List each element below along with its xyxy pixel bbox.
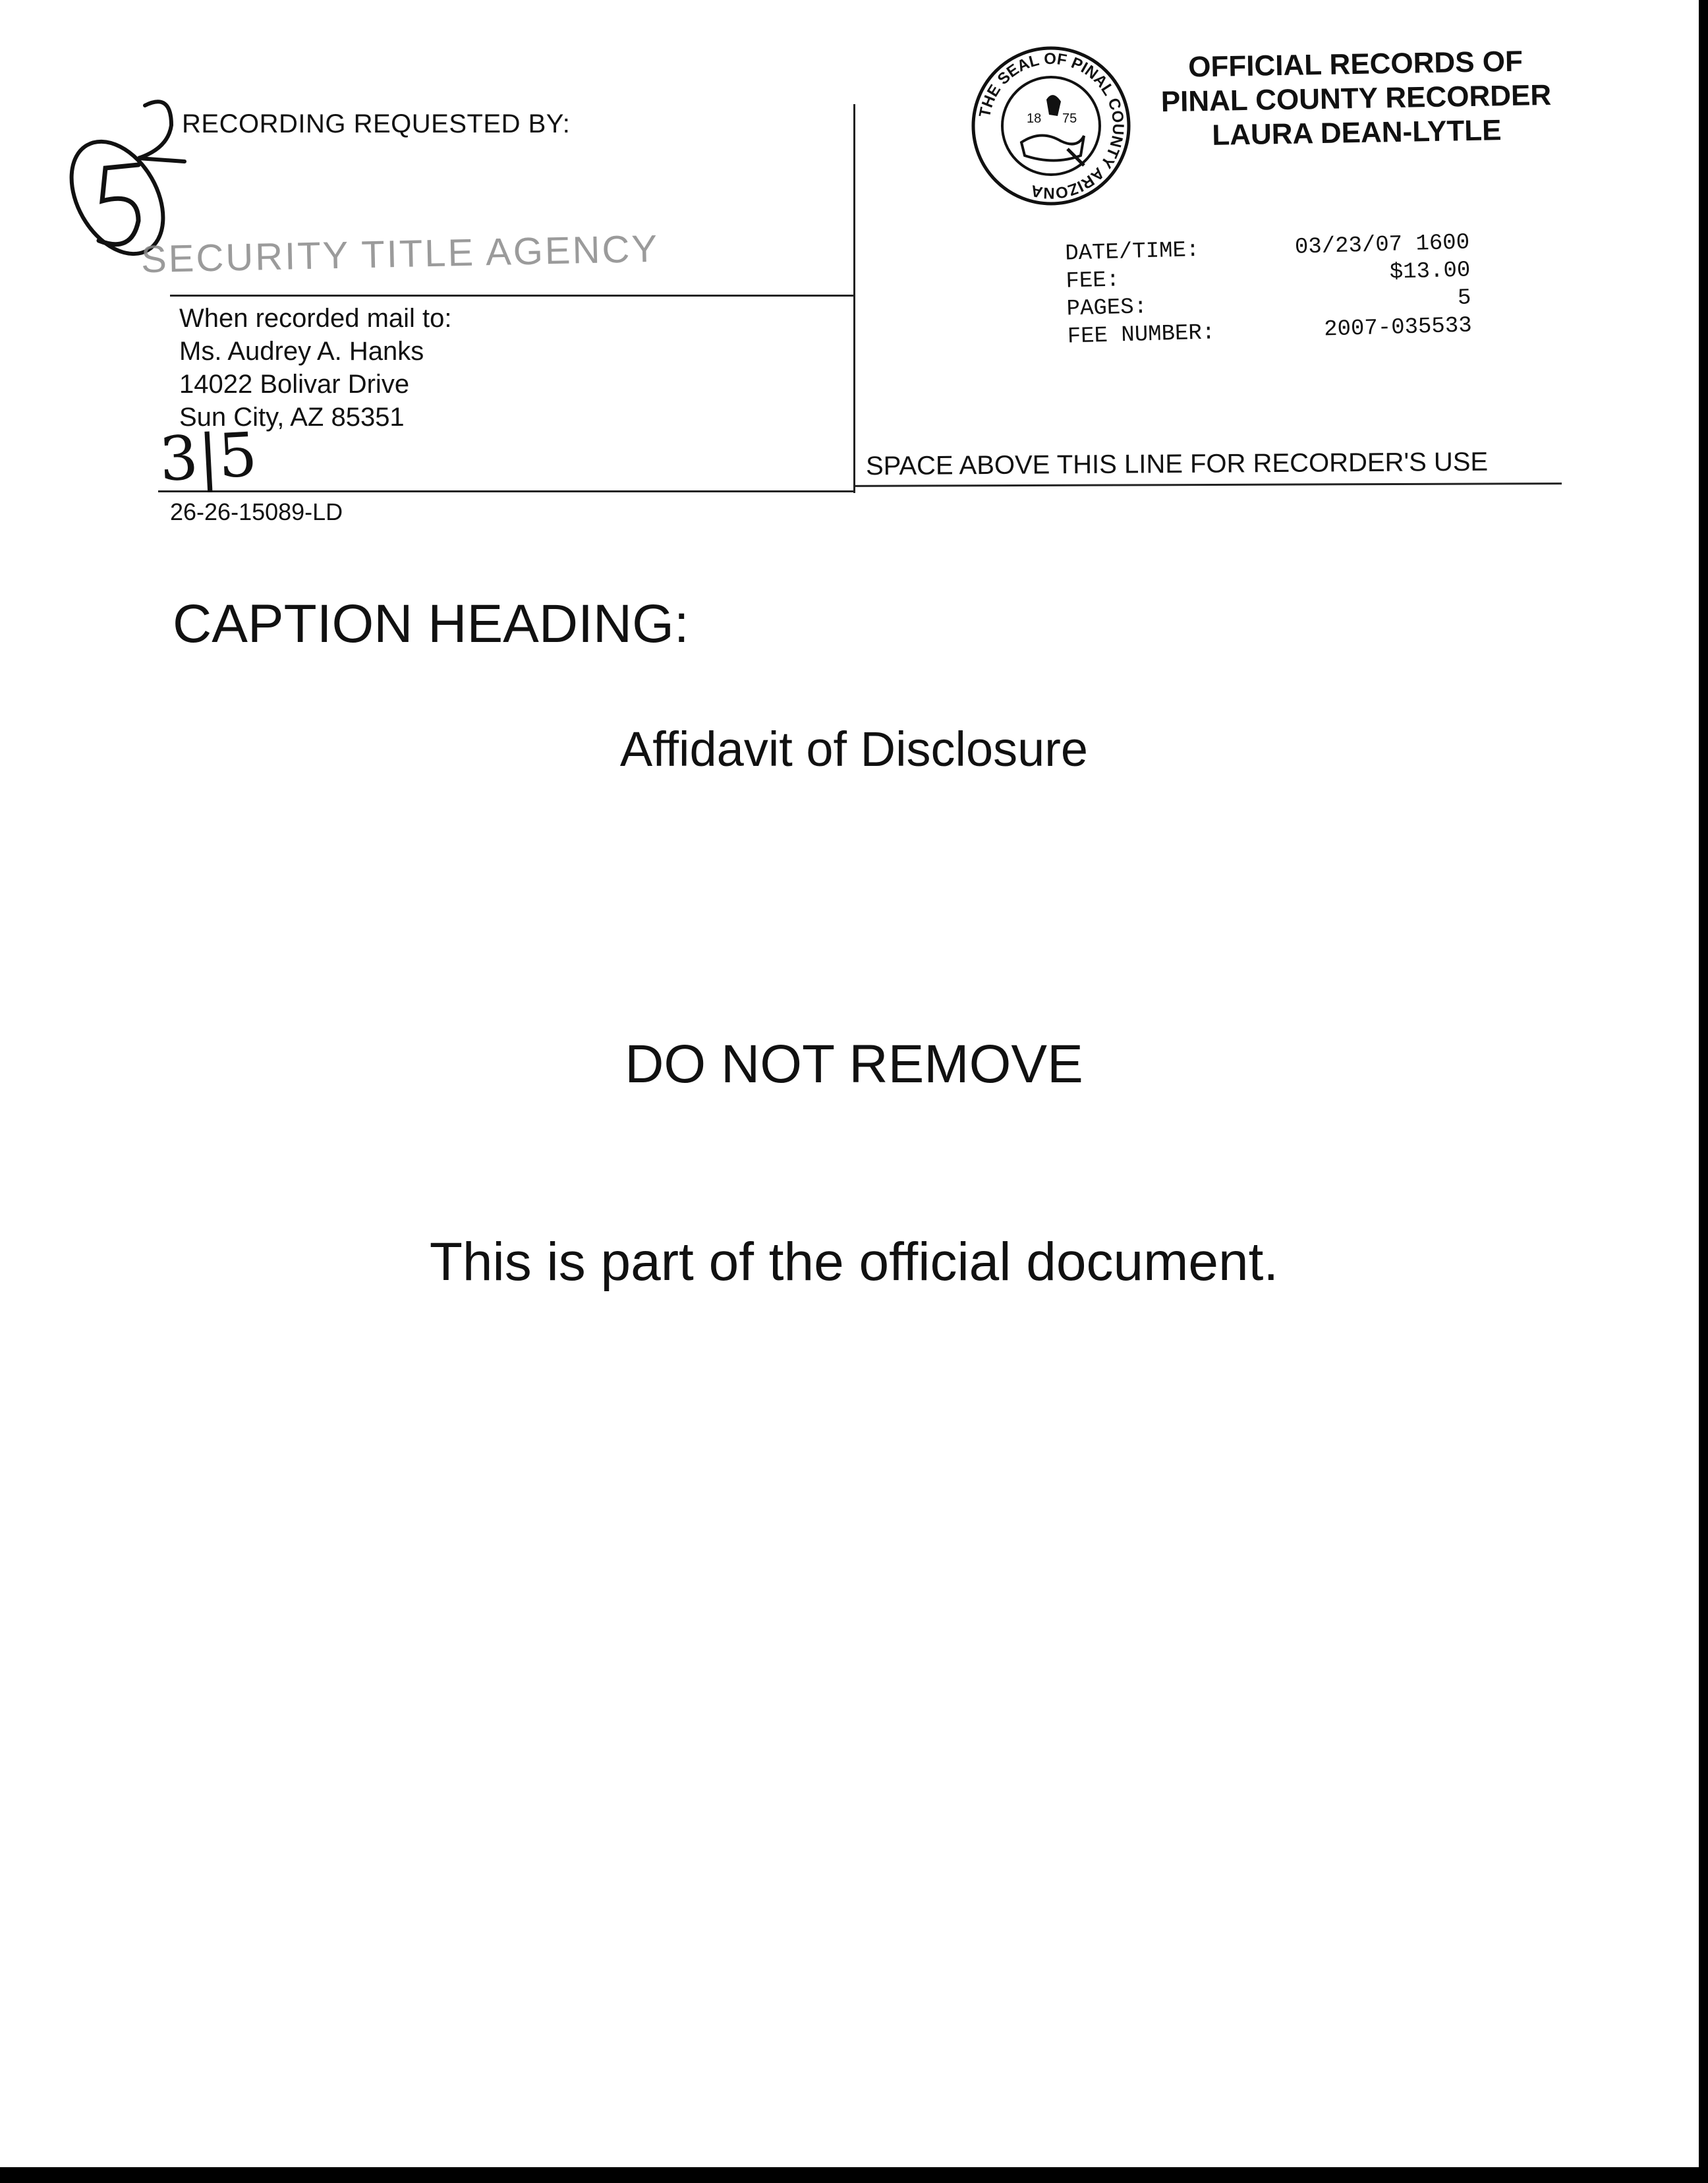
do-not-remove-warning: DO NOT REMOVE	[625, 1034, 1083, 1094]
recorder-office-title	[1145, 44, 1568, 154]
office-title-line3: LAURA DEAN-LYTLE	[1211, 114, 1502, 152]
svg-text:THE SEAL OF PINAL COUNTY ARIZO: THE SEAL OF PINAL COUNTY ARIZONA	[975, 49, 1127, 202]
fee-value: 5	[1457, 285, 1471, 311]
caption-heading: CAPTION HEADING:	[173, 594, 689, 654]
mail-to-city: Sun City, AZ 85351	[179, 403, 405, 432]
mail-to-street: 14022 Bolivar Drive	[179, 370, 410, 399]
recording-fee-block	[1065, 229, 1472, 351]
fee-value: $13.00	[1389, 258, 1471, 285]
mail-to-block	[179, 302, 452, 434]
mail-to-name: Ms. Audrey A. Hanks	[179, 337, 424, 366]
vertical-divider	[853, 104, 855, 493]
handwritten-page-count: 3|5	[157, 419, 259, 495]
mail-block-divider	[170, 295, 854, 297]
agency-stamp: SECURITY TITLE AGENCY	[140, 227, 660, 281]
office-title-line1: OFFICIAL RECORDS OF	[1187, 45, 1523, 84]
recorder-line-left	[158, 490, 854, 492]
official-document-note: This is part of the official document.	[429, 1232, 1279, 1292]
document-title: Affidavit of Disclosure	[619, 722, 1089, 776]
mail-to-label: When recorded mail to:	[179, 304, 452, 333]
order-number: 26-26-15089-LD	[170, 498, 343, 525]
fee-value: 2007-035533	[1323, 313, 1473, 343]
office-title-line2: PINAL COUNTY RECORDER	[1160, 78, 1552, 119]
fee-label: FEE NUMBER:	[1067, 320, 1216, 350]
recorder-line-right	[855, 482, 1562, 487]
svg-text:75: 75	[1062, 111, 1077, 126]
fee-label: PAGES:	[1066, 295, 1148, 322]
svg-text:18: 18	[1027, 111, 1042, 126]
recorder-use-note: SPACE ABOVE THIS LINE FOR RECORDER'S USE	[865, 447, 1489, 481]
county-seal-icon	[969, 44, 1133, 208]
fee-label: FEE:	[1066, 268, 1120, 295]
recording-requested-by-label: RECORDING REQUESTED BY:	[182, 109, 571, 138]
scan-border-bottom	[0, 2167, 1708, 2183]
fee-label: DATE/TIME:	[1064, 237, 1200, 267]
fee-value: 03/23/07 1600	[1294, 230, 1470, 260]
